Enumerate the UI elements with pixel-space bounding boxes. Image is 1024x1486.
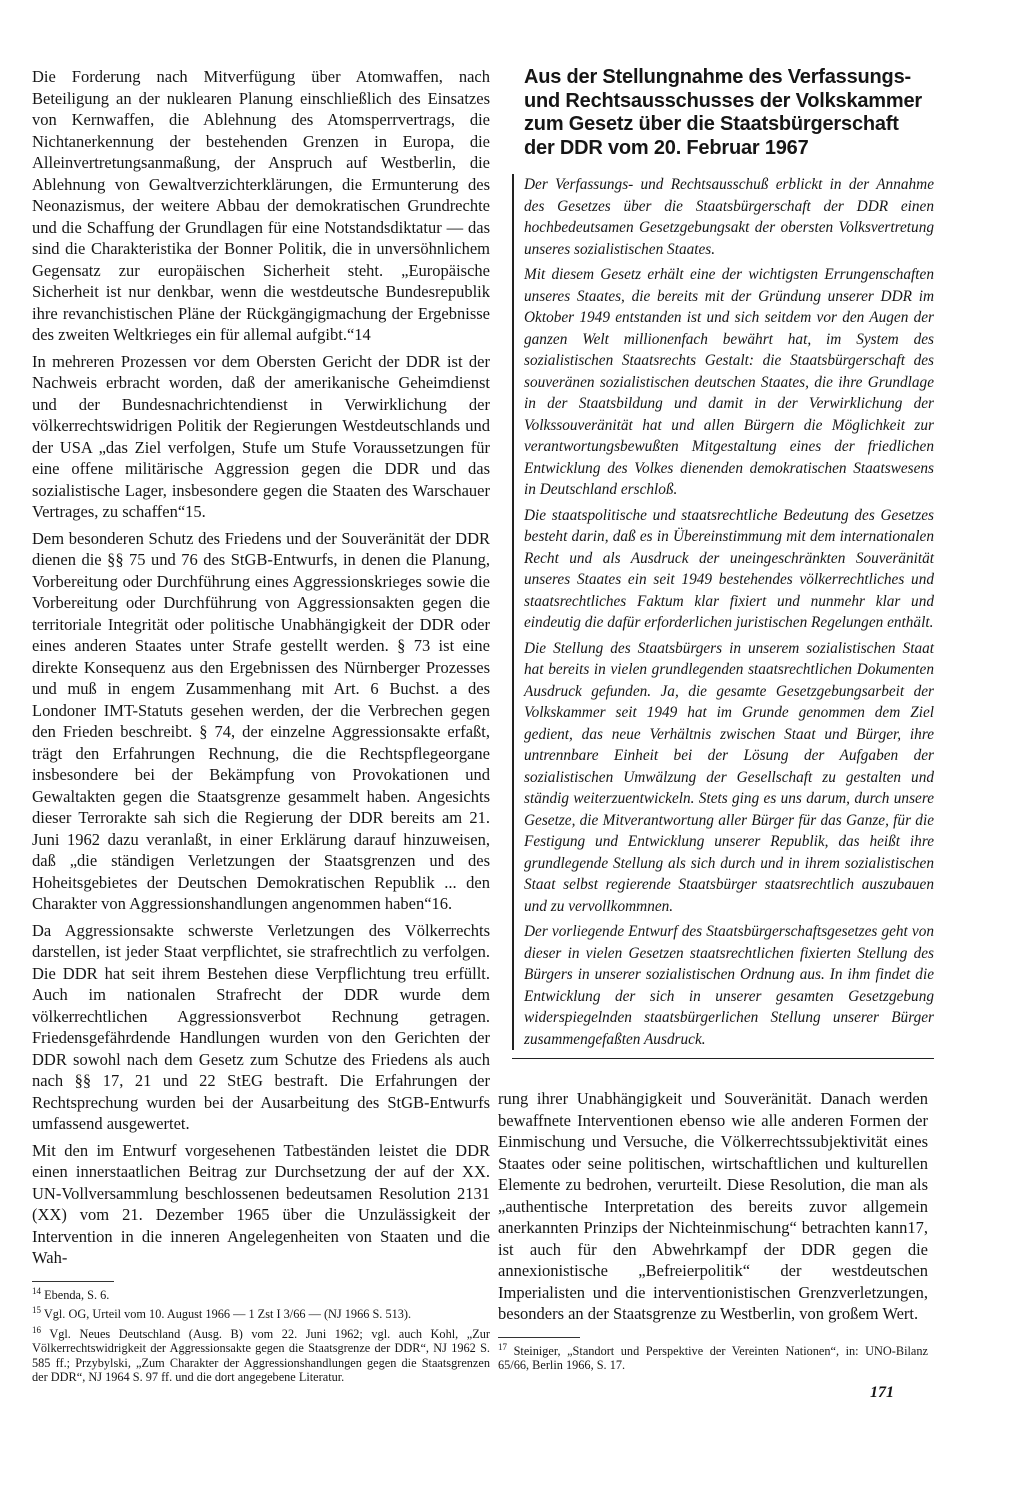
footnote [32,1304,490,1322]
left-column [32,66,490,1385]
body-paragraph: Da Aggressionsakte schwerste Verletzungen des Völkerrechts darstellen, ist jeder Staat verpflichtet, sie strafrechtlich zu verfolgen. Die DDR hat seit ihrem Bestehen diese Verpflichtung treu erfüllt. Auch im nationalen Strafrecht der DDR wurde dem völkerrechtlichen Aggressionsverbot Rechnung getragen. Friedensgefährdende Handlungen wurden von den Gerichten der DDR sowohl nach dem Gesetz zum Schutze des Friedens als auch nach §§ 17, 21 und 22 StEG bestraft. Die Erfahrungen der Rechtsprechung wurden bei der Ausarbeitung des StGB-Entwurfs umfassend ausgewertet. [32,920,490,1133]
footnote-number: 16 [32,1324,41,1335]
footnote-divider [32,1281,114,1282]
footnote-number: 17 [498,1341,507,1352]
right-column-continuation [498,1088,928,1373]
page-number: 171 [870,1384,894,1401]
body-paragraph: Die Forderung nach Mitverfügung über Atomwaffen, nach Beteiligung an der nuklearen Planung einschließlich des Einsatzes von Kernwaffen, die Ablehnung des Atomsperrvertrags, die Nichtanerkennung der bestehenden Grenzen in Europa, die Alleinvertretungsanmaßung, der Anspruch auf Westberlin, die Ablehnung von Gewaltverzichterklärungen, die Ermunterung des Neonazismus, der weitere Abbau der demokratischen Grundrechte und die Schaffung der Grundlagen für eine Notstandsdiktatur — das sind die Charakteristika der Bonner Politik, die in unversöhnlichem Gegensatz zur europäischen Sicherheit steht. „Europäische Sicherheit ist nur denkbar, wenn die westdeutsche Bundesrepublik ihre revanchistischen Pläne der Rückgängigmachung der Ergebnisse des zweiten Weltkrieges ein für allemal aufgibt.“14 [32,67,490,344]
footnotes-right [498,1341,928,1373]
body-paragraph: In mehreren Prozessen vor dem Obersten Gericht der DDR ist der Nachweis erbracht worden, daß der amerikanische Geheimdienst und der Bundesnachrichtendienst in Verwirklichung der völkerrechtswidrigen Politik der Regierungen Westdeutschlands und der USA „das Ziel verfolgen, Stufe um Stufe Voraussetzungen für eine offene militärische Aggression gegen die DDR und das sozialistische Lager, insbesondere gegen die Staaten des Warschauer Vertrages, zu schaffen“15. [32,351,490,521]
statement-paragraph: Mit diesem Gesetz erhält eine der wichtigsten Errungenschaften unseres Staates, die bereits mit der Gründung unserer DDR im Oktober 1949 entstanden ist und sich seitdem vor den Augen der ganzen Welt millionenfach bewährt hat, im System des sozialistischen Staatsrechts Gestalt: die Staatsbürgerschaft des souveränen sozialistischen deutschen Staates, die ihre Grundlage in der Staatsbildung und damit in der Verwirklichung der Volkssouveränität hat und allen Bürgern die Möglichkeit zur verantwortungsbewußten Mitgestaltung eines der friedlichen Entwicklung des Volkes dienenden demokratischen Staatswesens in Deutschland erschloß. [524,266,934,498]
footnote-number: 15 [32,1304,41,1315]
statement-paragraph: Die staatspolitische und staatsrechtliche Bedeutung des Gesetzes besteht darin, daß es in Übereinstimmung mit dem internationalen Recht und als Ausdruck der uneingeschränkten Souveränität unseres Staates ein seit 1949 bestehendes völkerrechtliches und staatsrechtliches Faktum klar fixiert und nunmehr klar und eindeutig die dafür erforderlichen juristischen Regelungen enthält. [524,506,934,631]
statement-body [512,174,934,1050]
footnote-divider [498,1337,580,1338]
footnote-text: Vgl. Neues Deutschland (Ausg. B) vom 22. Juni 1962; vgl. auch Kohl, „Zur Völkerrechtswidrigkeit der Aggressionsakte gegen die Staatsgrenze der DDR“, NJ 1962 S. 585 ff.; Przybylski, „Zum Charakter der Aggressionshandlungen gegen die Staatsgrenzen der DDR“, NJ 1964 S. 97 ff. und die dort angegebene Literatur. [32,1326,490,1384]
statement-heading: Aus der Stellungnahme des Verfassungs- und Rechtsausschusses der Volkskammer zum Gesetz über die Staatsbürgerschaft der DDR vom 20. Februar 1967 [524,66,922,159]
body-paragraph: Mit den im Entwurf vorgesehenen Tatbeständen leistet die DDR einen innerstaatlichen Beitrag zur Durchsetzung der auf der XX. UN-Vollversammlung beschlossenen bedeutsamen Resolution 2131 (XX) vom 21. Dezember 1965 über die Unzulässigkeit der Intervention in die inneren Angelegenheiten von Staaten und die Wah- [32,1140,490,1267]
footnote [32,1285,490,1303]
footnote [32,1324,490,1385]
statement-paragraph: Der Verfassungs- und Rechtsausschuß erblickt in der Annahme des Gesetzes über die Staatsbürgerschaft der DDR einen hochbedeutsamen Gesetzgebungsakt der obersten Volksvertretung unseres sozialistischen Staates. [524,176,934,258]
footnote [498,1341,928,1373]
footnotes-left [32,1285,490,1385]
body-paragraph: rung ihrer Unabhängigkeit und Souveränität. Danach werden bewaffnete Interventionen ebenso wie alle anderen Formen der Einmischung und Versuche, die Völkerrechtssubjektivität eines Staates oder seine politischen, wirtschaftlichen und kulturellen Elemente zu bedrohen, verurteilt. Diese Resolution, die man als „authentische Interpretation des bereits zuvor allgemein anerkannten Prinzips der Nichteinmischung“ betrachten kann17, ist auch für den Abwehrkampf der DDR gegen die annexionistische „Befreierpolitik“ der westdeutschen Imperialisten und die interventionistischen Grenzverletzungen, besonders an der Staatsgrenze zu Westberlin, von großem Wert. [498,1089,928,1323]
statement-paragraph: Der vorliegende Entwurf des Staatsbürgerschaftsgesetzes geht von dieser in vielen Gesetzen staatsrechtlichen fixierten Stellung des Bürgers in unserer sozialistischen Ordnung aus. In ihm findet die Entwicklung der sich in unserer gesamten Gesetzgebung widerspiegelnden staatsbürgerlichen Stellung unserer Bürger zusammengefaßten Ausdruck. [524,923,934,1048]
body-paragraph: Dem besonderen Schutz des Friedens und der Souveränität der DDR dienen die §§ 75 und 76 des StGB-Entwurfs, in denen die Planung, Vorbereitung oder Durchführung eines Aggressionskrieges sowie die Vorbereitung oder Durchführung von Aggressionsakten gegen die territoriale Integrität oder politische Unabhängigkeit der DDR oder eines anderen Staates unter Strafe gestellt werden. § 73 ist eine direkte Konsequenz aus den Ergebnissen des Nürnberger Prozesses und muß in engem Zusammenhang mit Art. 6 Buchst. a des Londoner IMT-Statuts gesehen werden, der die Verbrechen gegen den Frieden beschreibt. § 74, der einzelne Aggressionsakte erfaßt, trägt den Erfahrungen Rechnung, die die Rechtspflegeorgane insbesondere bei der Bekämpfung von Provokationen und Gewaltakten gegen die Staatsgrenze gesammelt haben. Angesichts dieser Terrorakte sah sich die Regierung der DDR bereits am 21. Juni 1962 dazu veranlaßt, in einer Erklärung darauf hinzuweisen, daß „die ständigen Verletzungen der Staatsgrenzen und des Hoheitsgebietes der Deutschen Demokratischen Republik ... den Charakter von Aggressionshandlungen angenommen haben“16. [32,528,490,913]
statement-box [524,66,934,1059]
footnote-text: Vgl. OG, Urteil vom 10. August 1966 — 1 Zst I 3/66 — (NJ 1966 S. 513). [43,1307,412,1321]
footnote-text: Steiniger, „Standort und Perspektive der Vereinten Nationen“, in: UNO-Bilanz 65/66, Berlin 1966, S. 17. [498,1343,928,1372]
footnote-text: Ebenda, S. 6. [44,1287,110,1302]
statement-paragraph: Die Stellung des Staatsbürgers in unserem sozialistischen Staat hat bereits in vielen grundlegenden staatsrechtlichen Dokumenten Ausdruck gefunden. Ja, die gesamte Gesetzgebungsarbeit der Volkskammer seit 1949 hat im Grunde genommen dem Ziel gedient, das neue Verhältnis zwischen Staat und Bürger, ihre untrennbare Einheit bei der Lösung der Aufgaben der sozialistischen Umwälzung der Gesellschaft zu gestalten und ständig weiterzuentwickeln. Stets ging es uns darum, durch unsere Gesetze, die Mitverantwortung aller Bürger für das Ganze, für die Festigung und Entwicklung unserer Republik, das heißt ihre grundlegende Stellung als sich durch und in ihrem sozialistischen Staat selbst regierende Staatsbürger staatsrechtlich auszubauen und zu vervollkommnen. [524,639,934,915]
statement-bottom-rule [512,1058,934,1059]
footnote-number: 14 [32,1285,41,1296]
